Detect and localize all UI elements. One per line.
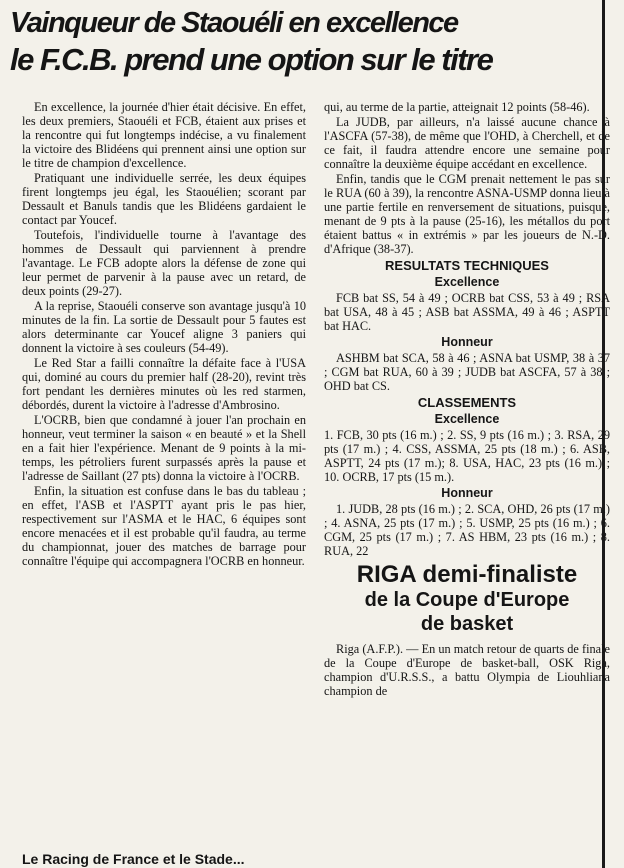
paragraph: La JUDB, par ailleurs, n'a laissé aucune chance à l'ASCFA (57-38), de même que l'OHD, à Cherchell, et de ce fait, il faudra attendre encore une semaine pour connaître la deuxième équipe accédant en excellence. (324, 115, 610, 171)
paragraph: Enfin, tandis que le CGM prenait nettement le pas sur le RUA (60 à 39), la rencontre ASNA-USMP donna lieu à une partie fertile en renversement de situations, puisque, menant de 9 pts à la pause (25-16), les métallos du port étaient battus « in extrémis » par les joueurs de N.-D. d'Afrique (38-37). (324, 172, 610, 256)
riga-headline-line-3: de basket (420, 613, 514, 635)
standings-heading: CLASSEMENTS (417, 395, 517, 410)
riga-headline-line-1: RIGA demi-finaliste (356, 561, 578, 588)
results-honneur-label: Honneur (441, 335, 493, 349)
results-excellence-text: FCB bat SS, 54 à 49 ; OCRB bat CSS, 53 à 49 ; RSA bat USA, 48 à 45 ; ASB bat ASSMA, 49 à 46 ; ASPTT bat HAC. (324, 291, 610, 333)
paragraph: Le Red Star a failli connaître la défaite face à l'USA qui, dominé au cours du premier half (28-20), revint très fort pendant les dernières minutes où les red starmen, débordés, durent la victoire à l'adresse d'Ambrosino. (22, 356, 306, 412)
standings-honneur-label: Honneur (441, 486, 493, 500)
right-column (324, 100, 610, 699)
paragraph: A la reprise, Staouéli conserve son avantage jusqu'à 10 minutes de la fin. La sortie de Dessault pour 5 fautes est alors determinante car Youcef aligne 3 paniers qui donnent la victoire à ses couleurs (54-49). (22, 299, 306, 355)
standings-excellence-text: 1. FCB, 30 pts (16 m.) ; 2. SS, 9 pts (16 m.) ; 3. RSA, 29 pts (17 m.) ; 4. CSS, ASSMA, 25 pts (18 m.) ; 6. ASB, ASPTT, 24 pts (17 m.); 8. USA, HAC, 23 pts (16 m.) ; 10. OCRB, 17 pts (15 m.). (324, 428, 610, 484)
riga-text: Riga (A.F.P.). — En un match retour de quarts de finale de la Coupe d'Europe de basket-ball, OSK Riga, champion d'U.R.S.S., a battu Olympia de Liouhliana champion de (324, 642, 610, 698)
riga-headline (324, 561, 610, 636)
results-excellence-label: Excellence (434, 275, 500, 289)
results-heading: RESULTATS TECHNIQUES (385, 258, 549, 273)
headline-line-2: le F.C.B. prend une option sur le titre (10, 42, 493, 77)
results-honneur-text: ASHBM bat SCA, 58 à 46 ; ASNA bat USMP, 38 à 37 ; CGM bat RUA, 60 à 39 ; JUDB bat ASCFA, 57 à 38 ; OHD bat CS. (324, 351, 610, 393)
paragraph: qui, au terme de la partie, atteignait 12 points (58-46). (324, 100, 590, 114)
left-column (22, 100, 306, 569)
standings-excellence-label: Excellence (434, 412, 500, 426)
paragraph: En excellence, la journée d'hier était décisive. En effet, les deux premiers, Staouéli et FCB, étaient aux prises et la rencontre qui fut longtemps indécise, a vu finalement la victoire des Blidéens qui prennent ainsi une option sur le titre de champion d'excellence. (22, 100, 306, 170)
article-headline (10, 6, 600, 78)
standings-honneur-text: 1. JUDB, 28 pts (16 m.) ; 2. SCA, OHD, 26 pts (17 m.) ; 4. ASNA, 25 pts (17 m.) ; 5. USMP, 25 pts (16 m.) ; 6. CGM, 25 pts (17 m.) ; 7. AS HBM, 23 pts (16 m.) ; 8. RUA, 22 (324, 502, 610, 558)
paragraph: Toutefois, l'individuelle tourne à l'avantage des hommes de Dessault qui parviennent à prendre l'avantage. Le FCB adopte alors la défense de zone qui leur permet de parvenir à la pause avec un retard, de deux points (29-27). (22, 228, 306, 298)
paragraph: Pratiquant une individuelle serrée, les deux équipes firent longtemps jeu égal, les Staouélien; scorant par Dessault et Banuls tandis que les Blidéens gardaient le contact par Youcef. (22, 171, 306, 227)
cutoff-headline: Le Racing de France et le Stade... (22, 851, 245, 867)
paragraph: Enfin, la situation est confuse dans le bas du tableau ; en effet, l'ASB et l'ASPTT ayant pris le pas hier, respectivement sur l'ASMA et le HAC, 6 équipes sont encore menacées et il est probable qu'il faudra, au terme du championnat, jouer des matches de barrage pour connaître l'équipe qui accompagnera l'OCRB en honneur. (22, 484, 306, 568)
paragraph: L'OCRB, bien que condamné à jouer l'an prochain en honneur, veut terminer la saison « en beauté » et la Shell en a fait hier l'expérience. Menant de 9 points à la mi-temps, les pétroliers furent surpassés après la pause et l'adresse de Saillant (27 pts) donna la victoire à l'OCRB. (22, 413, 306, 483)
riga-headline-line-2: de la Coupe d'Europe (364, 589, 570, 611)
headline-line-1: Vainqueur de Staouéli en excellence (10, 7, 458, 39)
